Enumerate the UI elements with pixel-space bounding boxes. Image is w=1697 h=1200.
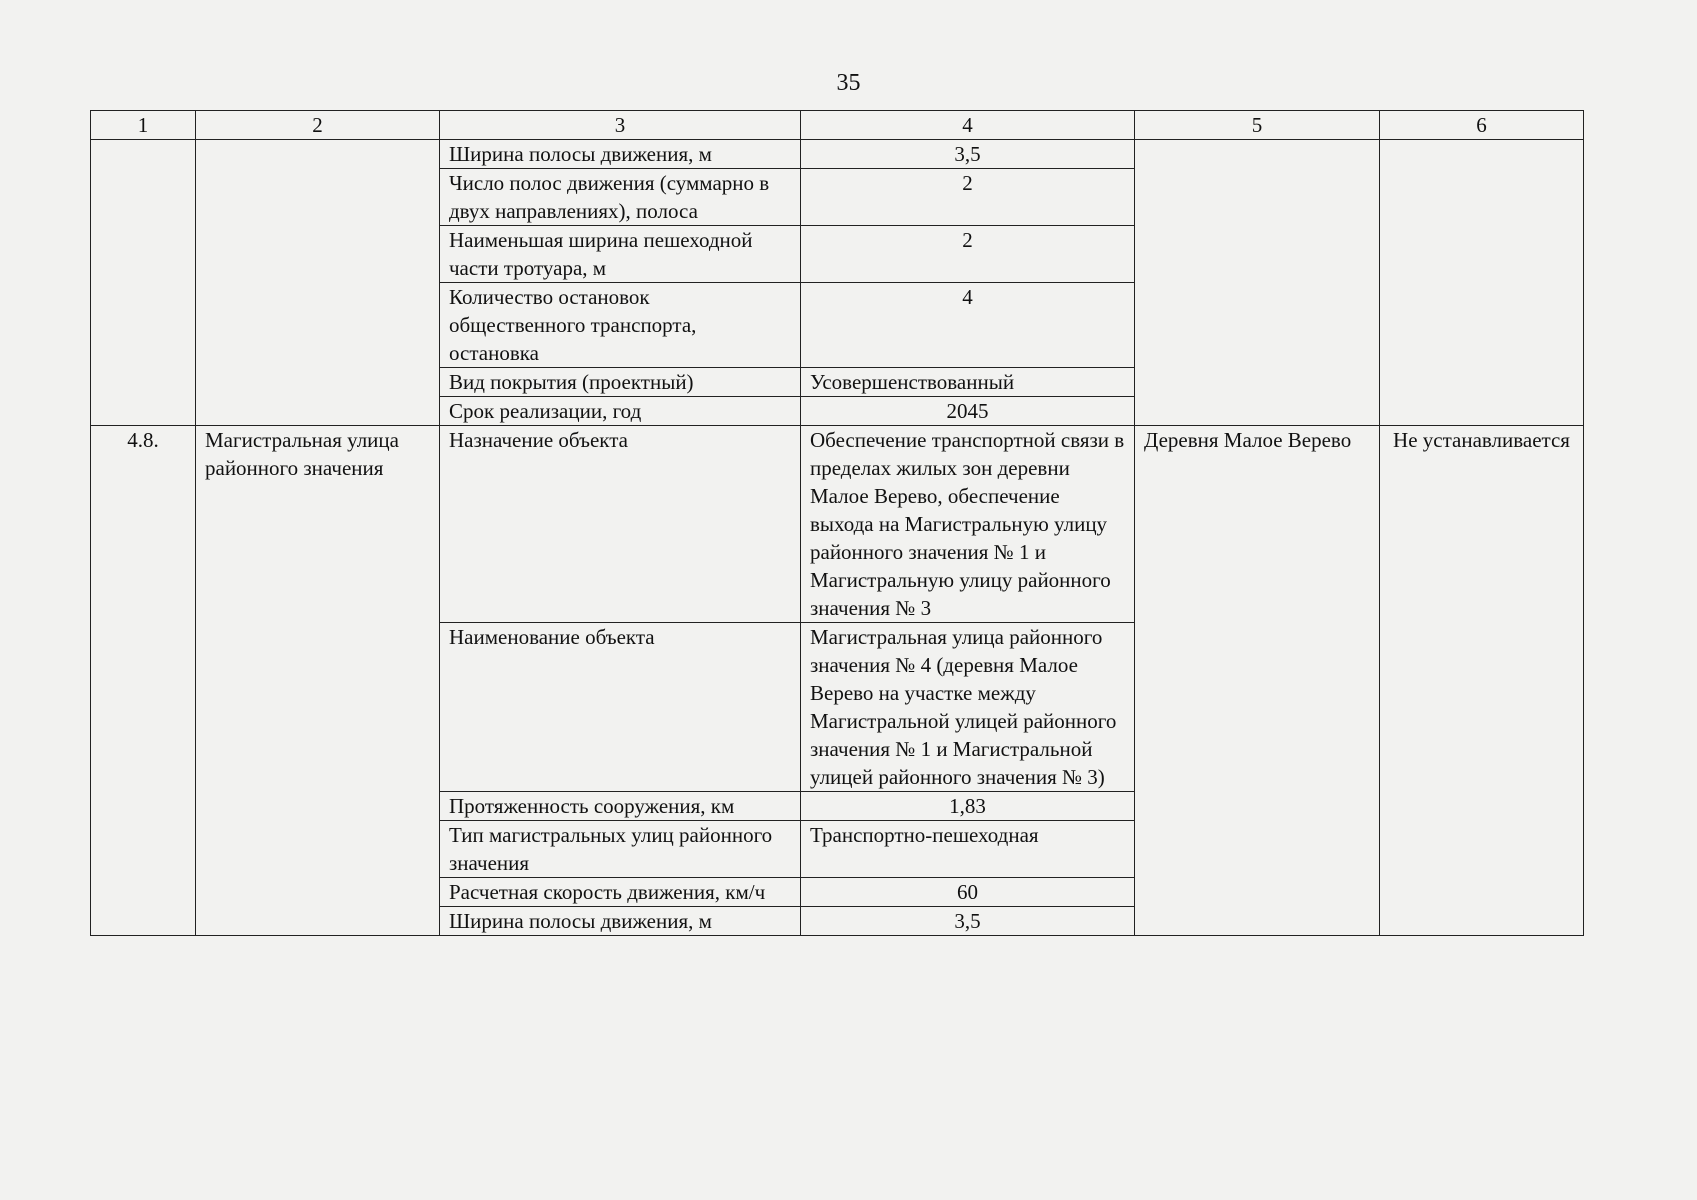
continued-zone-cell [1380,140,1584,426]
param-cell: Протяженность сооружения, км [440,792,801,821]
item-zone: Не устанавливается [1380,426,1584,936]
item-location: Деревня Малое Верево [1135,426,1380,936]
param-cell: Ширина полосы движения, м [440,907,801,936]
param-cell: Ширина полосы движения, м [440,140,801,169]
parameters-table [90,110,1584,936]
value-cell: 2 [801,169,1135,226]
param-cell: Срок реализации, год [440,397,801,426]
param-cell: Количество остановок общественного транспорта, остановка [440,283,801,368]
value-cell: 4 [801,283,1135,368]
value-cell: Обеспечение транспортной связи в пределах жилых зон деревни Малое Верево, обеспечение выхода на Магистральную улицу районного значения № 1 и Магистральную улицу районного значения № 3 [801,426,1135,623]
continued-num-cell [91,140,196,426]
continued-location-cell [1135,140,1380,426]
value-cell: 3,5 [801,907,1135,936]
param-cell: Наименьшая ширина пешеходной части тротуара, м [440,226,801,283]
value-cell: Магистральная улица районного значения № 4 (деревня Малое Верево на участке между Магистральной улицей районного значения № 1 и Магистральной улицей районного значения № 3) [801,623,1135,792]
table-row [91,426,1584,623]
header-col-1: 1 [91,111,196,140]
header-col-2: 2 [196,111,440,140]
continued-name-cell [196,140,440,426]
param-cell: Вид покрытия (проектный) [440,368,801,397]
param-cell: Наименование объекта [440,623,801,792]
header-col-3: 3 [440,111,801,140]
page-number: 35 [836,70,861,96]
param-cell: Число полос движения (суммарно в двух направлениях), полоса [440,169,801,226]
table-row [91,140,1584,169]
value-cell: Транспортно-пешеходная [801,821,1135,878]
param-cell: Назначение объекта [440,426,801,623]
param-cell: Тип магистральных улиц районного значения [440,821,801,878]
header-col-6: 6 [1380,111,1584,140]
header-col-5: 5 [1135,111,1380,140]
param-cell: Расчетная скорость движения, км/ч [440,878,801,907]
item-name: Магистральная улица районного значения [196,426,440,936]
value-cell: 2045 [801,397,1135,426]
header-col-4: 4 [801,111,1135,140]
value-cell: 60 [801,878,1135,907]
value-cell: 2 [801,226,1135,283]
item-number: 4.8. [91,426,196,936]
table-header-row [91,111,1584,140]
value-cell: Усовершенствованный [801,368,1135,397]
value-cell: 3,5 [801,140,1135,169]
value-cell: 1,83 [801,792,1135,821]
